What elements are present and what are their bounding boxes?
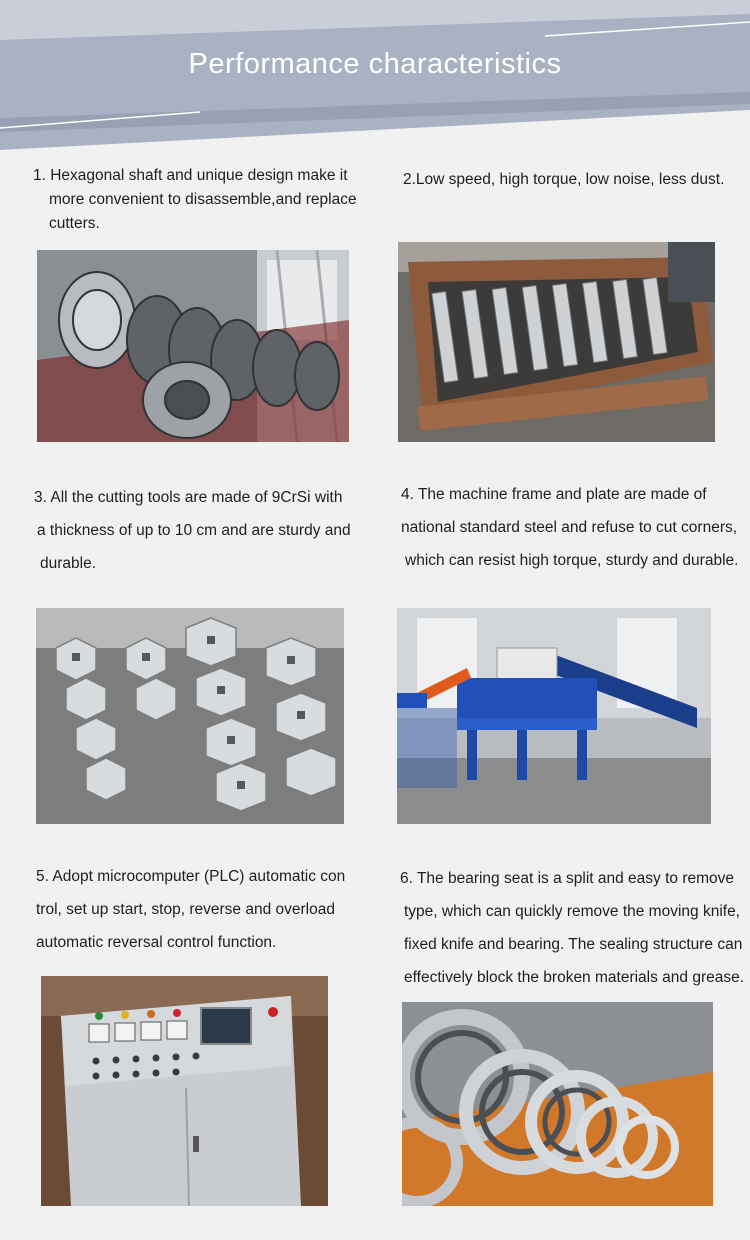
page-title: Performance characteristics bbox=[188, 48, 562, 80]
feature-1-line: cutters. bbox=[49, 215, 100, 232]
shredder-chamber-photo bbox=[398, 242, 715, 442]
feature-5-line: trol, set up start, stop, reverse and overload bbox=[36, 901, 335, 918]
bearings-photo bbox=[402, 1002, 713, 1206]
feature-3-line: 3. All the cutting tools are made of 9CrSi with bbox=[34, 489, 343, 506]
feature-6-line: effectively block the broken materials and grease. bbox=[404, 969, 745, 986]
feature-3-text bbox=[34, 481, 351, 580]
cutting-tools-photo bbox=[36, 608, 344, 824]
feature-4-text bbox=[401, 478, 738, 577]
feature-1-line: 1. Hexagonal shaft and unique design make it bbox=[33, 167, 348, 184]
feature-2-line: 2.Low speed, high torque, low noise, less dust. bbox=[403, 171, 725, 188]
feature-5-line: 5. Adopt microcomputer (PLC) automatic con bbox=[36, 868, 346, 885]
feature-1-text bbox=[33, 164, 357, 236]
feature-5-line: automatic reversal control function. bbox=[36, 934, 277, 951]
feature-6-line: fixed knife and bearing. The sealing structure can bbox=[404, 936, 743, 953]
feature-3-line: a thickness of up to 10 cm and are sturdy and bbox=[37, 522, 351, 539]
feature-5-text bbox=[36, 860, 345, 959]
feature-4-line: national standard steel and refuse to cut corners, bbox=[401, 519, 738, 536]
feature-2-text bbox=[403, 168, 724, 192]
feature-4-line: 4. The machine frame and plate are made of bbox=[401, 486, 707, 503]
feature-4-line: which can resist high torque, sturdy and durable. bbox=[405, 552, 739, 569]
feature-6-line: type, which can quickly remove the moving knife, bbox=[404, 903, 740, 920]
feature-3-line: durable. bbox=[40, 555, 97, 572]
feature-6-text bbox=[400, 862, 744, 994]
shredder-machine-photo bbox=[397, 608, 711, 824]
feature-1-line: more convenient to disassemble,and replace bbox=[49, 191, 357, 208]
feature-6-line: 6. The bearing seat is a split and easy to remove bbox=[400, 870, 735, 887]
control-cabinet-photo bbox=[41, 976, 328, 1206]
header-banner bbox=[0, 0, 750, 160]
hexagonal-shaft-photo bbox=[37, 250, 349, 442]
